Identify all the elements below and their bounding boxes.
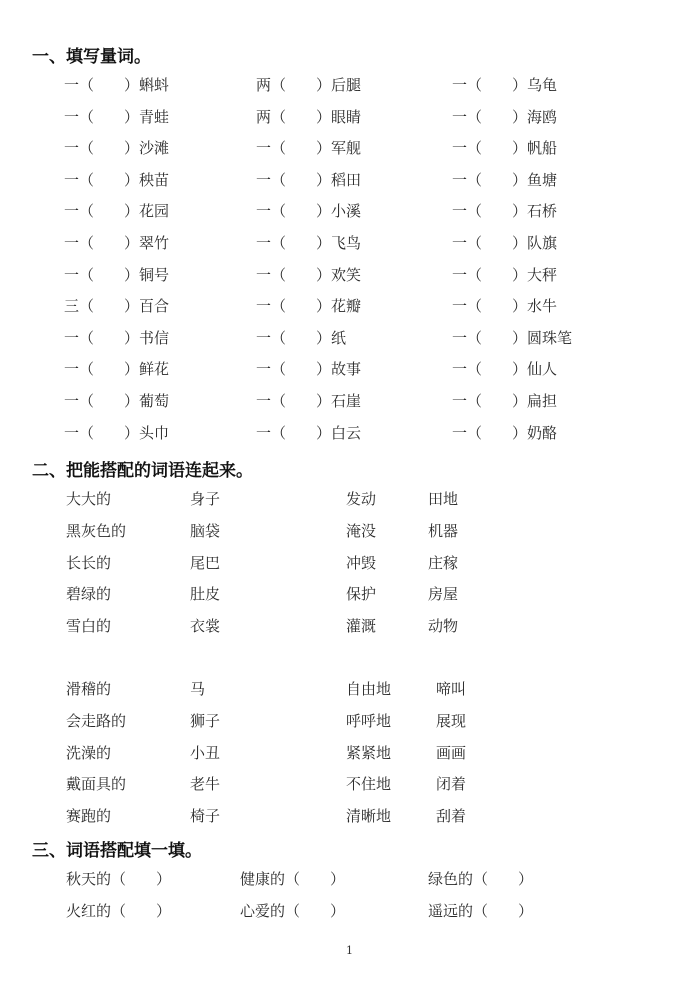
measure-word-item: 一（ ）队旗 [452,234,558,252]
match-word: 赛跑的 [66,807,112,826]
measure-word-item: 一（ ）青蛙 [64,107,170,126]
match-word: 身子 [190,490,221,508]
measure-word-item: 两（ ）后腿 [256,76,362,94]
match-word: 椅子 [190,807,221,826]
match-word: 肚皮 [190,585,221,604]
match-word: 长长的 [66,553,112,572]
measure-word-item: 一（ ）白云 [256,423,362,442]
match-word: 啼叫 [436,680,467,698]
match-word: 滑稽的 [66,680,112,698]
match-word: 戴面具的 [66,775,127,794]
measure-word-item: 两（ ）眼睛 [256,107,362,126]
page-number: 1 [346,944,353,957]
measure-word-item: 一（ ）小溪 [256,202,362,221]
measure-word-item: 一（ ）圆珠笔 [452,328,573,347]
match-word: 机器 [428,521,459,540]
measure-word-item: 一（ ）军舰 [256,139,362,158]
measure-word-item: 一（ ）稻田 [256,170,362,189]
measure-word-item: 一（ ）石崖 [256,392,362,410]
match-word: 洗澡的 [66,743,112,762]
match-word: 不住地 [346,775,392,794]
match-word: 画画 [436,743,467,762]
match-word: 狮子 [190,711,221,730]
measure-word-item: 一（ ）头巾 [64,423,170,442]
measure-word-item: 一（ ）花瓣 [256,297,362,316]
match-word: 清晰地 [346,807,392,826]
measure-word-item: 一（ ）欢笑 [256,265,362,284]
match-word: 展现 [436,711,467,730]
measure-word-item: 一（ ）故事 [256,360,362,379]
fill-blank-item: 秋天的（ ） [66,870,172,888]
match-word: 马 [190,680,206,698]
match-word: 房屋 [428,585,459,604]
match-word: 保护 [346,585,377,604]
match-word: 小丑 [190,743,221,762]
fill-blank-item: 绿色的（ ） [428,870,534,888]
match-word: 发动 [346,490,377,508]
measure-word-item: 三（ ）百合 [64,297,170,316]
match-word: 雪白的 [66,617,112,636]
measure-word-item: 一（ ）书信 [64,328,170,347]
match-word: 刮着 [436,807,467,826]
match-word: 动物 [428,617,459,636]
match-word: 碧绿的 [66,585,112,604]
measure-word-item: 一（ ）乌龟 [452,76,558,94]
measure-word-item: 一（ ）蝌蚪 [64,76,170,94]
measure-word-item: 一（ ）鱼塘 [452,170,558,189]
match-word: 衣裳 [190,617,221,636]
fill-blank-item: 火红的（ ） [66,902,172,920]
measure-word-item: 一（ ）飞鸟 [256,234,362,252]
match-word: 自由地 [346,680,392,698]
match-word: 大大的 [66,490,112,508]
fill-blank-item: 心爱的（ ） [240,902,346,920]
measure-word-item: 一（ ）石桥 [452,202,558,221]
match-word: 闭着 [436,775,467,794]
match-word: 脑袋 [190,521,221,540]
match-word: 老牛 [190,775,221,794]
match-word: 紧紧地 [346,743,392,762]
match-word: 庄稼 [428,553,459,572]
section1-title: 一、填写量词。 [32,47,151,67]
match-word: 呼呼地 [346,711,392,730]
measure-word-item: 一（ ）奶酪 [452,423,558,442]
match-word: 会走路的 [66,711,127,730]
fill-blank-item: 健康的（ ） [240,870,346,888]
measure-word-item: 一（ ）海鸥 [452,107,558,126]
match-word: 淹没 [346,521,377,540]
measure-word-item: 一（ ）秧苗 [64,170,170,189]
match-word: 黑灰色的 [66,521,127,540]
fill-blank-item: 遥远的（ ） [428,902,534,920]
measure-word-item: 一（ ）花园 [64,202,170,221]
measure-word-item: 一（ ）大秤 [452,265,558,284]
measure-word-item: 一（ ）沙滩 [64,139,170,158]
match-word: 冲毁 [346,553,377,572]
section2-title: 二、把能搭配的词语连起来。 [32,461,253,481]
match-word: 灌溉 [346,617,377,636]
measure-word-item: 一（ ）扁担 [452,392,558,410]
measure-word-item: 一（ ）铜号 [64,265,170,284]
measure-word-item: 一（ ）仙人 [452,360,558,379]
measure-word-item: 一（ ）鲜花 [64,360,170,379]
section3-title: 三、词语搭配填一填。 [32,841,202,861]
measure-word-item: 一（ ）水牛 [452,297,558,316]
measure-word-item: 一（ ）翠竹 [64,234,170,252]
measure-word-item: 一（ ）纸 [256,328,347,347]
measure-word-item: 一（ ）帆船 [452,139,558,158]
match-word: 尾巴 [190,553,221,572]
measure-word-item: 一（ ）葡萄 [64,392,170,410]
match-word: 田地 [428,490,459,508]
